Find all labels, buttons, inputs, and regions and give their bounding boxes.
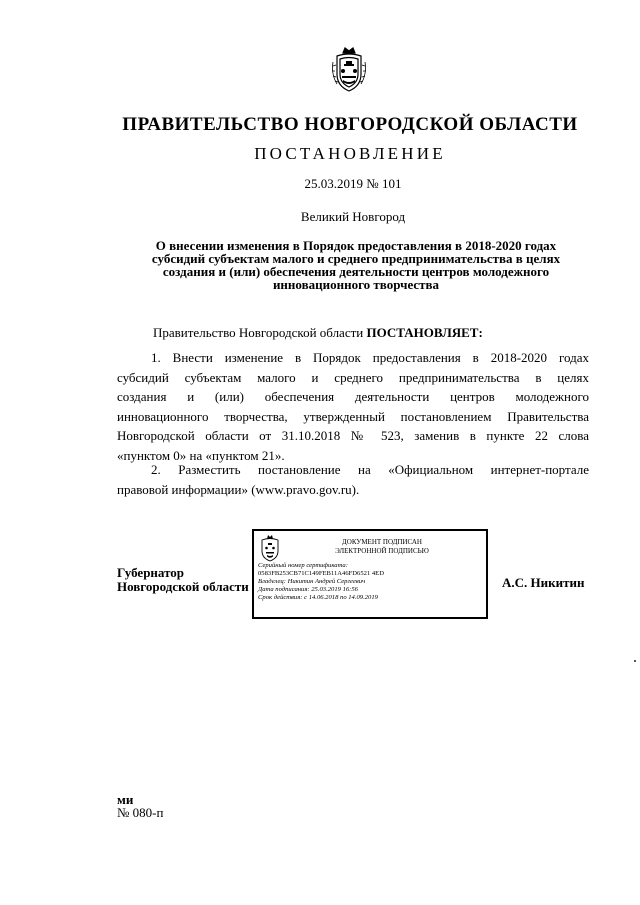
footer-code: [117, 793, 163, 819]
stamp-validity: Срок действия: с 14.06.2018 по 14.09.2019: [258, 594, 378, 601]
paragraph-line: создания и (или) обеспечения деятельности центров молодежного: [117, 389, 589, 405]
paragraph-line: инновационного творчества, утвержденный постановлением Правительства: [117, 408, 589, 424]
paragraph-line: правовой информации» (www.pravo.gov.ru).: [117, 481, 360, 497]
date-and-number: 25.03.2019 № 101: [304, 176, 402, 191]
electronic-signature-stamp: [252, 529, 488, 619]
paragraph-line: «пунктом 0» на «пунктом 21».: [117, 447, 285, 463]
preamble-text: Правительство Новгородской области: [153, 325, 367, 340]
stamp-header: [258, 534, 482, 562]
executor-initials: ми: [117, 792, 134, 807]
paragraph-line: 2. Разместить постановление на «Официальном интернет-портале: [151, 462, 589, 477]
coat-of-arms-emblem: [329, 44, 369, 94]
document-subject: [125, 239, 587, 291]
signer-title: [117, 566, 249, 594]
paragraph-line: 1. Внести изменение в Порядок предоставления в 2018-2020 годах: [151, 350, 589, 365]
subject-line: О внесении изменения в Порядок предоставления в 2018-2020 годах: [155, 238, 557, 253]
government-title: ПРАВИТЕЛЬСТВО НОВГОРОДСКОЙ ОБЛАСТИ: [122, 114, 578, 135]
paragraph-1: [117, 348, 589, 466]
signer-name: А.С. Никитин: [502, 575, 585, 590]
scan-speck: [634, 660, 636, 662]
document-type: ПОСТАНОВЛЕНИЕ: [254, 144, 446, 163]
stamp-serial-value: 0583FB253CB71C149FEB11A46FD6521 4ED: [258, 570, 384, 577]
stamp-signed-date: Дата подписания: 25.03.2019 16:56: [258, 586, 358, 593]
stamp-caption-line: ДОКУМЕНТ ПОДПИСАН: [342, 538, 422, 546]
subject-line: субсидий субъектам малого и среднего предпринимательства в целях: [151, 251, 561, 266]
paragraph-line: субсидий субъектам малого и среднего предпринимательства в целях: [117, 369, 589, 385]
subject-line: создания и (или) обеспечения деятельности центров молодежного: [162, 264, 550, 279]
preamble: [153, 325, 483, 341]
preamble-decree-word: ПОСТАНОВЛЯЕТ:: [366, 325, 483, 340]
city: Великий Новгород: [300, 209, 406, 224]
stamp-serial-label: Серийный номер сертификата:: [258, 562, 348, 569]
stamp-caption-line: ЭЛЕКТРОННОЙ ПОДПИСЬЮ: [335, 547, 429, 555]
registration-code: № 080-п: [117, 805, 164, 820]
stamp-caption: [282, 534, 482, 556]
stamp-owner: Владелец: Никитин Андрей Сергеевич: [258, 578, 366, 585]
paragraph-2: [117, 460, 589, 499]
signer-region: Новгородской области: [117, 579, 249, 594]
stamp-emblem-icon: [258, 534, 282, 562]
signer-position: Губернатор: [117, 565, 185, 580]
subject-line: инновационного творчества: [272, 277, 440, 292]
paragraph-line: Новгородской области от 31.10.2018 № 523, заменив в пункте 22 слова: [117, 428, 589, 444]
